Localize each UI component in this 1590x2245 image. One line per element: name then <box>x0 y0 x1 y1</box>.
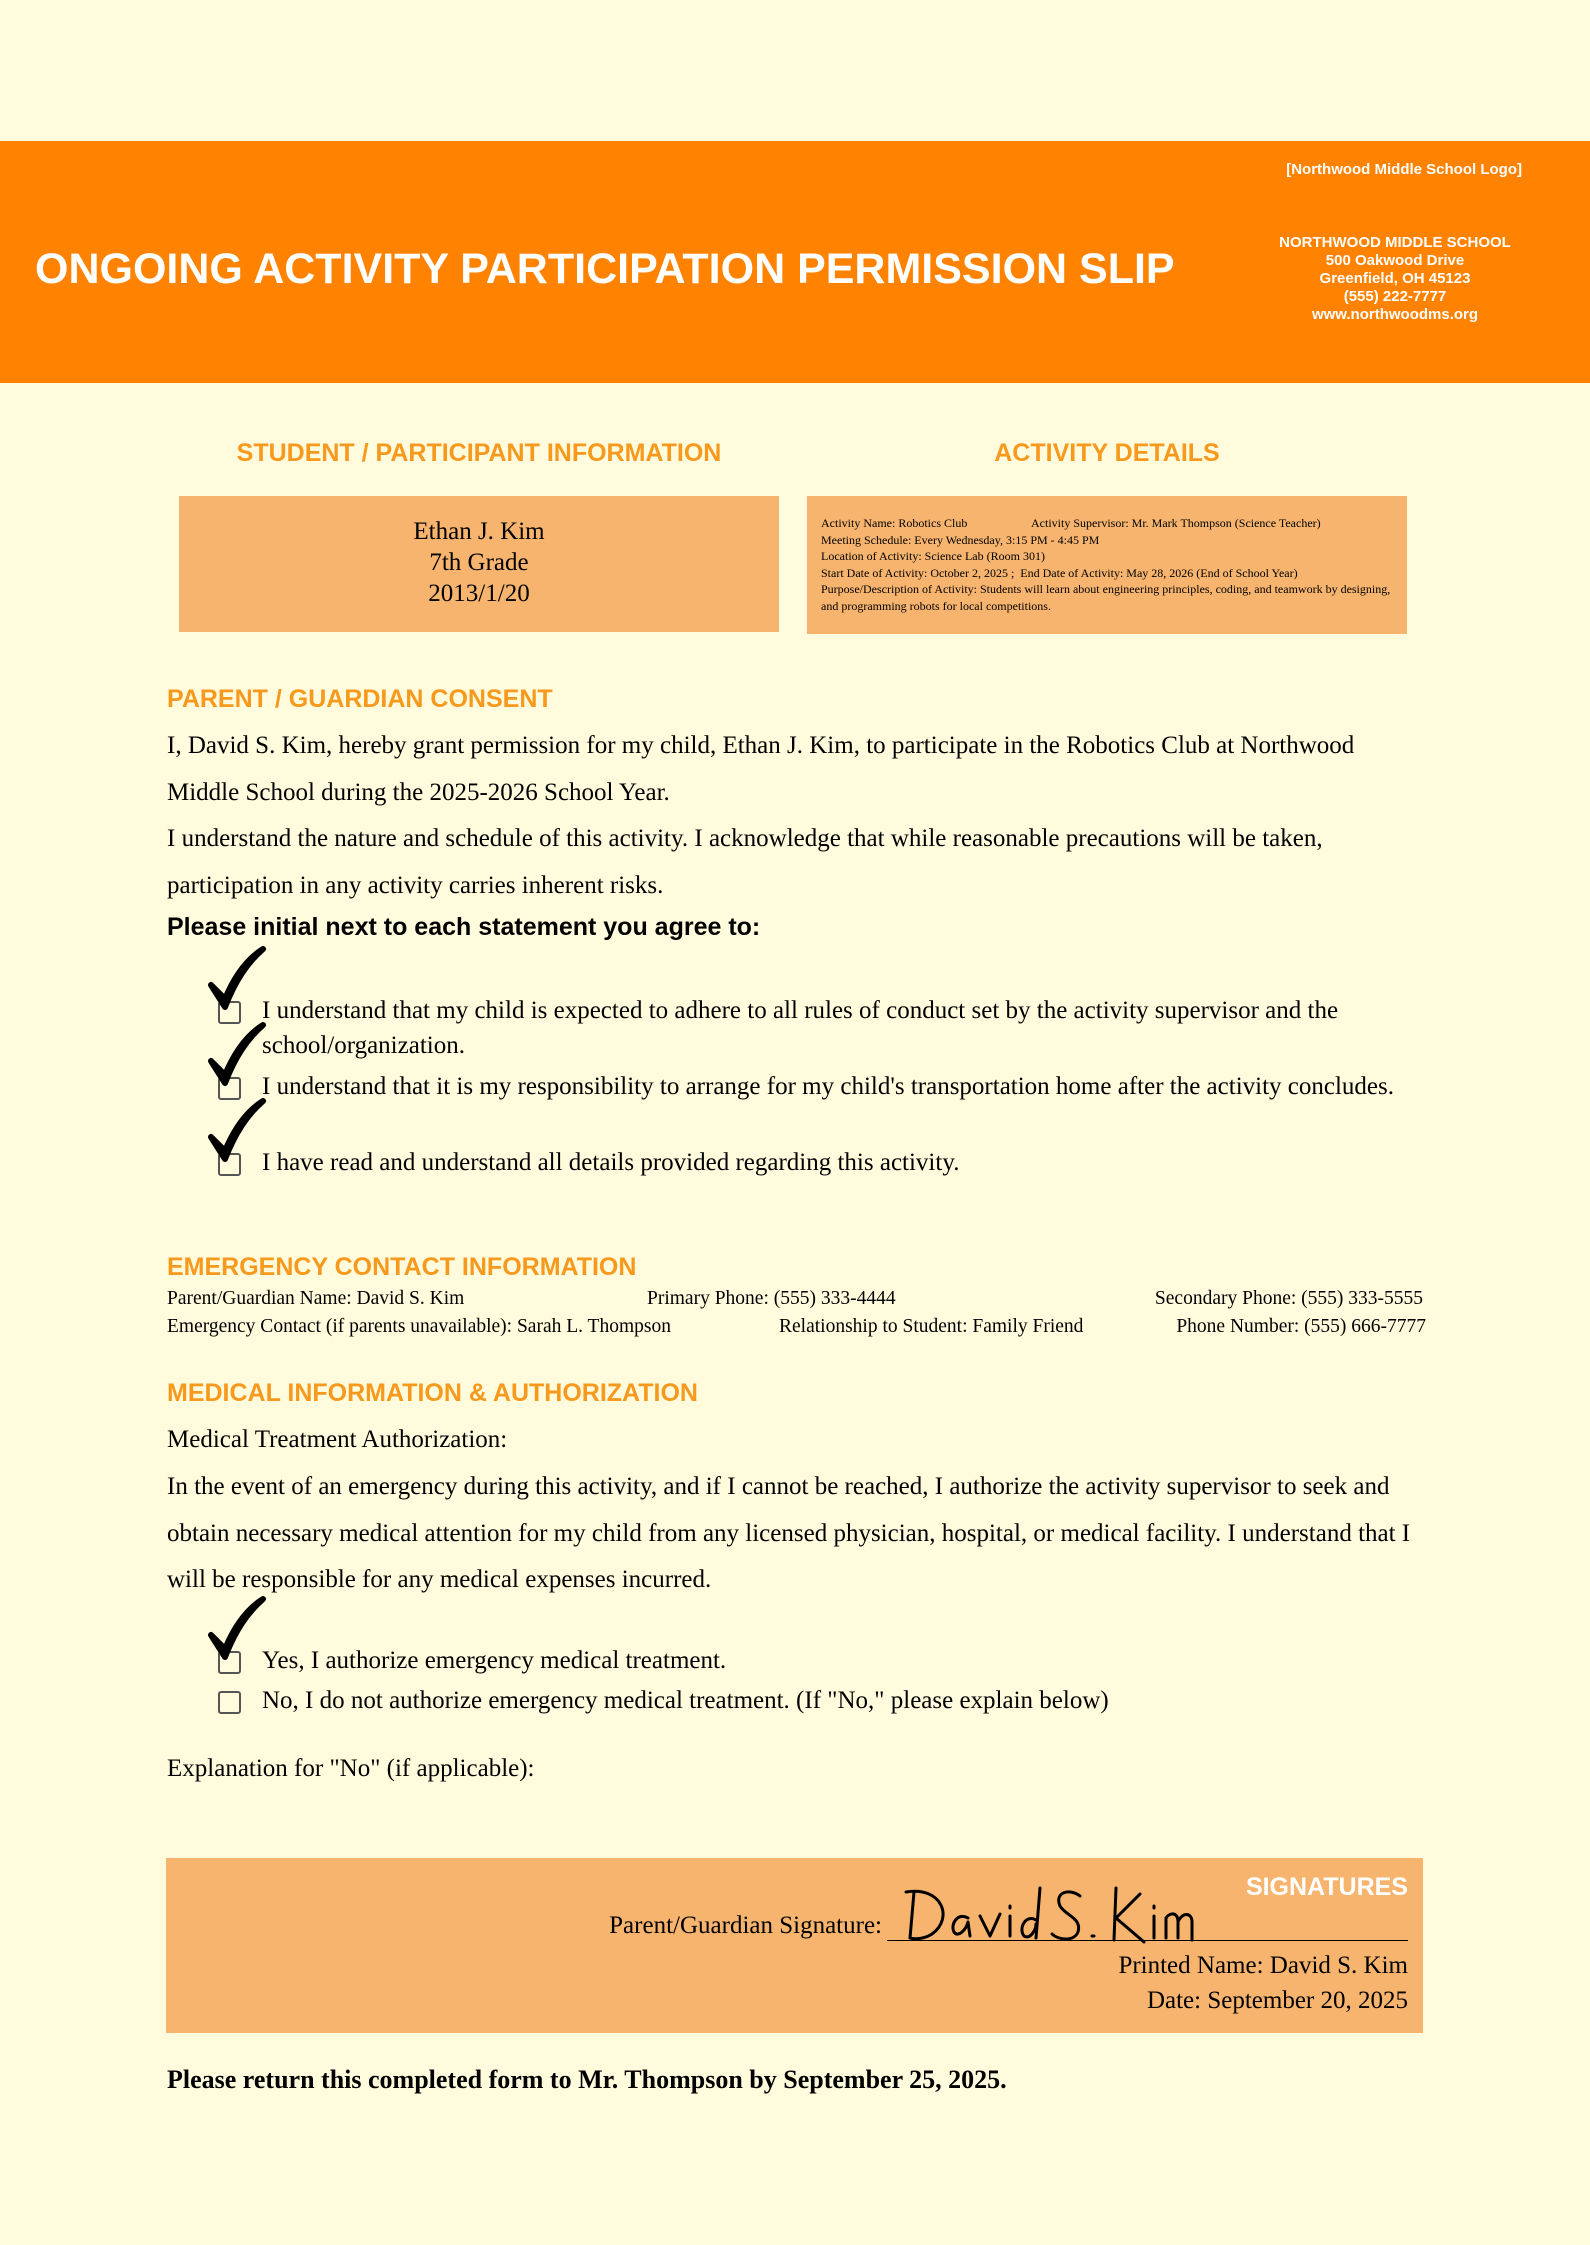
consent-heading: PARENT / GUARDIAN CONSENT <box>167 685 553 713</box>
activity-details-box <box>807 496 1407 634</box>
activity-purpose: Purpose/Description of Activity: Students will learn about engineering principles, coding, and teamwork by designing, and programming robots for local competitions. <box>821 582 1391 613</box>
secondary-phone: Secondary Phone: (555) 333-5555 <box>1154 1288 1423 1309</box>
medical-no-text: No, I do not authorize emergency medical treatment. (If "No," please explain below) <box>262 1687 1109 1714</box>
checkmark-icon <box>205 945 269 1013</box>
consent-paragraph-1: I, David S. Kim, hereby grant permission for my child, Ethan J. Kim, to participate in the Robotics Club at Northwood Middle School during the 2025-2026 School Year. <box>167 732 1355 806</box>
medical-yes-text: Yes, I authorize emergency medical treatment. <box>262 1647 727 1674</box>
signature-date: Date: September 20, 2025 <box>1146 1987 1408 2014</box>
page-title: ONGOING ACTIVITY PARTICIPATION PERMISSION SLIP <box>35 245 1175 293</box>
school-name: NORTHWOOD MIDDLE SCHOOL <box>1279 234 1511 251</box>
signatures-box <box>166 1858 1423 2033</box>
primary-phone: Primary Phone: (555) 333-4444 <box>647 1288 896 1309</box>
consent-statement-text: I understand that my child is expected to adhere to all rules of conduct set by the activity supervisor and the school/organization. <box>262 997 1339 1059</box>
contact-phone: Phone Number: (555) 666-7777 <box>1176 1316 1426 1337</box>
emergency-heading: EMERGENCY CONTACT INFORMATION <box>167 1253 637 1281</box>
activity-end-date: End Date of Activity: May 28, 2026 (End of School Year) <box>1020 565 1298 580</box>
student-dob: 2013/1/20 <box>428 580 530 607</box>
school-logo-placeholder: [Northwood Middle School Logo] <box>1286 161 1522 178</box>
parent-name: Parent/Guardian Name: David S. Kim <box>167 1288 465 1309</box>
activity-details-heading: ACTIVITY DETAILS <box>994 439 1220 467</box>
consent-paragraph-2: I understand the nature and schedule of this activity. I acknowledge that while reasonable precautions will be taken, participation in any activity carries inherent risks. <box>167 825 1323 899</box>
activity-location: Location of Activity: Science Lab (Room 301) <box>821 549 1045 563</box>
school-website: www.northwoodms.org <box>1311 306 1479 323</box>
signatures-heading: SIGNATURES <box>1245 1873 1408 1901</box>
activity-supervisor: Activity Supervisor: Mr. Mark Thompson (Science Teacher) <box>1031 516 1321 530</box>
signature-details <box>1118 1948 1408 2018</box>
consent-statement-text: I have read and understand all details provided regarding this activity. <box>262 1149 960 1176</box>
school-address-line2: Greenfield, OH 45123 <box>1319 270 1471 287</box>
signature-line <box>887 1940 1408 1941</box>
printed-name: Printed Name: David S. Kim <box>1118 1952 1408 1979</box>
signature-label: Parent/Guardian Signature: <box>609 1912 882 1939</box>
activity-schedule: Meeting Schedule: Every Wednesday, 3:15 PM - 4:45 PM <box>821 532 1100 547</box>
checkmark-icon <box>205 1595 269 1663</box>
return-instructions: Please return this completed form to Mr. Thompson by September 25, 2025. <box>167 2065 1007 2094</box>
initial-prompt: Please initial next to each statement you agree to: <box>167 913 761 941</box>
school-address-line1: 500 Oakwood Drive <box>1325 252 1465 269</box>
student-name: Ethan J. Kim <box>413 518 545 545</box>
activity-start-date: Start Date of Activity: October 2, 2025 ; <box>821 565 1015 580</box>
activity-name: Activity Name: Robotics Club <box>821 516 968 530</box>
medical-heading: MEDICAL INFORMATION & AUTHORIZATION <box>167 1379 698 1407</box>
header-banner <box>0 141 1590 383</box>
student-info-box <box>179 496 779 632</box>
checkmark-icon <box>205 1021 269 1089</box>
medical-no-checkbox[interactable] <box>218 1691 241 1714</box>
student-grade: 7th Grade <box>429 549 529 576</box>
school-contact-block <box>1250 234 1540 324</box>
checkmark-icon <box>205 1097 269 1165</box>
student-info-heading: STUDENT / PARTICIPANT INFORMATION <box>236 439 722 467</box>
consent-statement-text: I understand that it is my responsibility to arrange for my child's transportation home after the activity concludes. <box>262 1073 1394 1100</box>
emergency-contact: Emergency Contact (if parents unavailable): Sarah L. Thompson <box>167 1316 671 1337</box>
contact-relationship: Relationship to Student: Family Friend <box>779 1316 1084 1337</box>
explanation-label: Explanation for "No" (if applicable): <box>167 1755 535 1782</box>
medical-authorization-text: In the event of an emergency during this activity, and if I cannot be reached, I authorize the activity supervisor to seek and obtain necessary medical attention for my child from any licensed physician, hospital, or medical facility. I understand that I will be responsible for any medical expenses incurred. <box>167 1473 1411 1593</box>
medical-label: Medical Treatment Authorization: <box>167 1426 508 1453</box>
school-phone: (555) 222-7777 <box>1343 288 1447 305</box>
